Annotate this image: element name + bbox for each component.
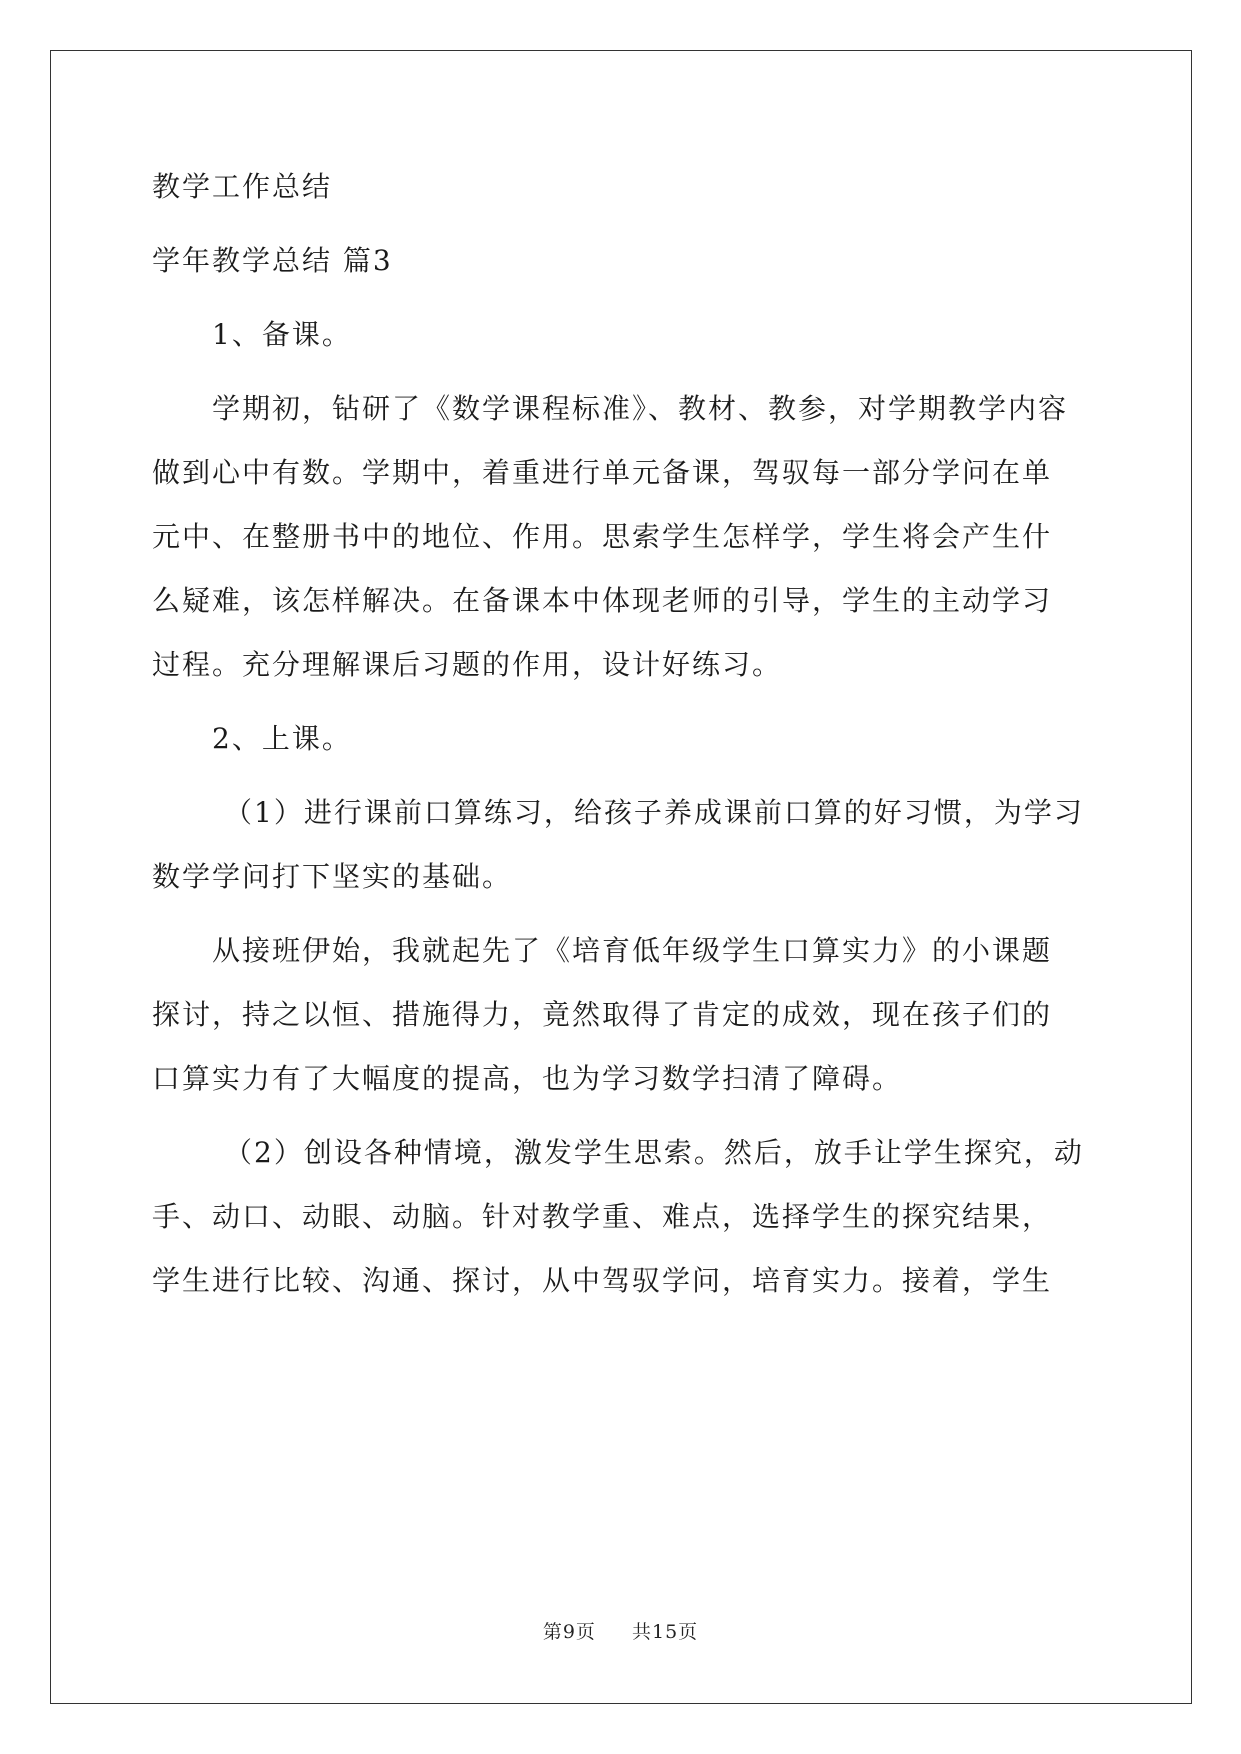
- paragraph-line: 做到心中有数。学期中，着重进行单元备课，驾驭每一部分学问在单: [152, 456, 1053, 489]
- document-body: [152, 155, 1090, 1313]
- paragraph-line: （1）进行课前口算练习，给孩子养成课前口算的好习惯，为学习: [224, 796, 1084, 829]
- paragraph-line: 数学学问打下坚实的基础。: [152, 860, 513, 893]
- paragraph-line: 么疑难，该怎样解决。在备课本中体现老师的引导，学生的主动学习: [152, 584, 1053, 617]
- paragraph-line: 过程。充分理解课后习题的作用，设计好练习。: [152, 648, 783, 681]
- document-title: 教学工作总结: [152, 170, 333, 203]
- paragraph-line: （2）创设各种情境，激发学生思索。然后，放手让学生探究，动: [224, 1136, 1084, 1169]
- paragraph-line: 元中、在整册书中的地位、作用。思索学生怎样学，学生将会产生什: [152, 520, 1053, 553]
- paragraph-line: 手、动口、动眼、动脑。针对教学重、难点，选择学生的探究结果，: [152, 1200, 1053, 1233]
- paragraph-line: 1、备课。: [212, 318, 352, 351]
- page-footer: [0, 1617, 1241, 1644]
- page-total: 共15页: [632, 1621, 699, 1643]
- paragraph-line: 口算实力有了大幅度的提高，也为学习数学扫清了障碍。: [152, 1062, 903, 1095]
- paragraph-line: 2、上课。: [212, 722, 352, 755]
- paragraph-line: 学期初，钻研了《数学课程标准》、教材、教参，对学期教学内容: [212, 392, 1069, 425]
- paragraph-line: 探讨，持之以恒、措施得力，竟然取得了肯定的成效，现在孩子们的: [152, 998, 1053, 1031]
- section-title: 学年教学总结 篇3: [152, 244, 393, 277]
- paragraph-line: 从接班伊始，我就起先了《培育低年级学生口算实力》的小课题: [212, 934, 1053, 967]
- page-number: 第9页: [542, 1621, 596, 1643]
- paragraph-line: 学生进行比较、沟通、探讨，从中驾驭学问，培育实力。接着，学生: [152, 1264, 1053, 1297]
